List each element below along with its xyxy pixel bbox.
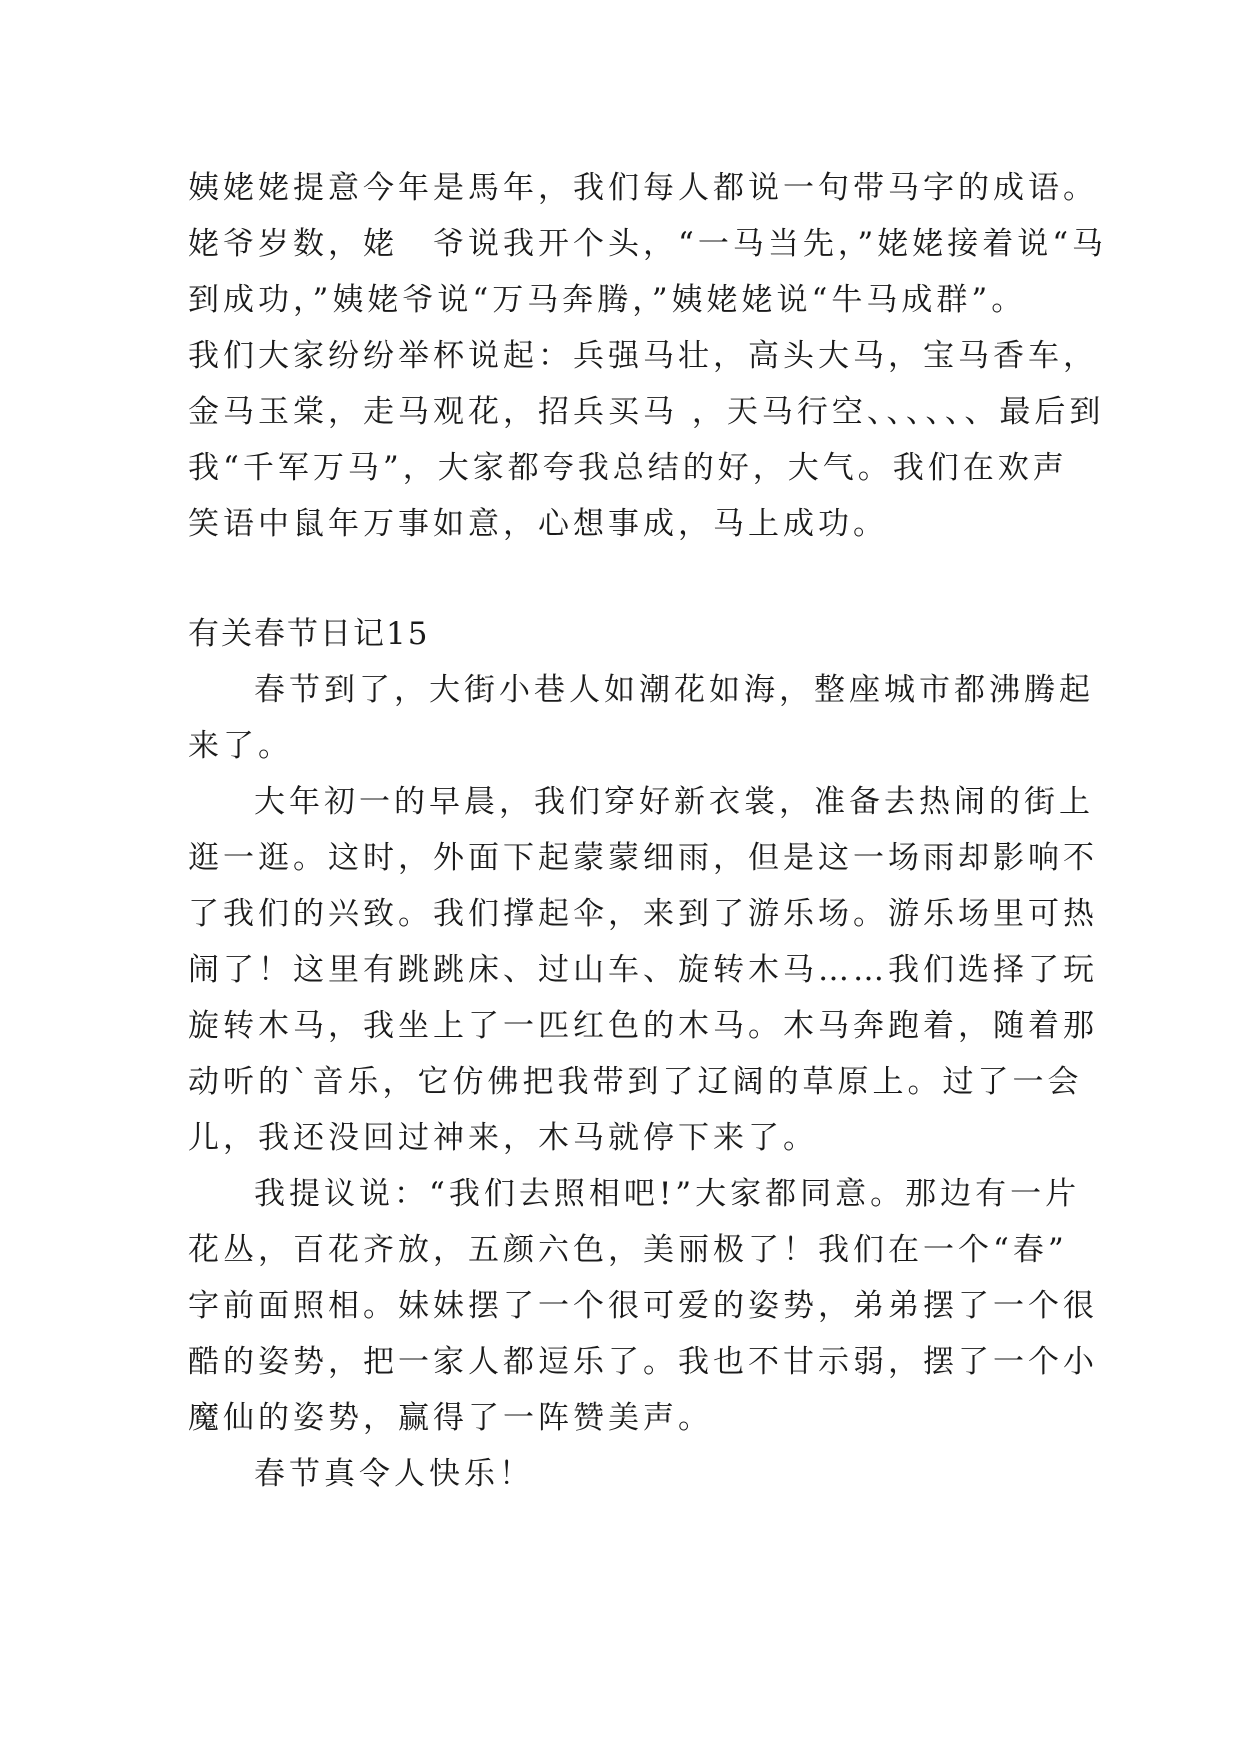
text-line: 动听的`音乐，它仿佛把我带到了辽阔的草原上。过了一会 [188, 1064, 1083, 1100]
paragraph-first-line: 我提议说：“我们去照相吧!”大家都同意。那边有一片 [254, 1176, 1081, 1212]
text-line: 到成功，”姨姥爷说“万马奔腾，”姨姥姥说“牛马成群”。 [188, 282, 1027, 318]
text-line: 我们大家纷纷举杯说起：兵强马壮，高头大马，宝马香车， [188, 338, 1098, 374]
paragraph-first-line: 春节到了，大街小巷人如潮花如海，整座城市都沸腾起 [254, 672, 1094, 708]
text-line: 姥爷岁数，姥 爷说我开个头，“一马当先，”姥姥接着说“马 [188, 226, 1108, 262]
section-title: 有关春节日记15 [188, 616, 430, 652]
text-line: 花丛，百花齐放，五颜六色，美丽极了！我们在一个“春” [188, 1232, 1068, 1268]
text-line: 来了。 [188, 728, 293, 764]
paragraph-first-line: 大年初一的早晨，我们穿好新衣裳，准备去热闹的街上 [254, 784, 1094, 820]
text-line: 金马玉棠，走马观花，招兵买马 ，天马行空、、、、、、最后到 [188, 394, 1105, 430]
text-line: 酷的姿势，把一家人都逗乐了。我也不甘示弱，摆了一个小 [188, 1344, 1098, 1380]
text-line: 我“千军万马”，大家都夸我总结的好，大气。我们在欢声 [188, 450, 1068, 486]
text-line: 了我们的兴致。我们撑起伞，来到了游乐场。游乐场里可热 [188, 896, 1098, 932]
text-line: 姨姥姥提意今年是馬年，我们每人都说一句带马字的成语。 [188, 170, 1098, 206]
text-line: 魔仙的姿势，赢得了一阵赞美声。 [188, 1400, 713, 1436]
text-line: 闹了！这里有跳跳床、过山车、旋转木马……我们选择了玩 [188, 952, 1098, 988]
text-line: 儿，我还没回过神来，木马就停下来了。 [188, 1120, 818, 1156]
text-line: 逛一逛。这时，外面下起蒙蒙细雨，但是这一场雨却影响不 [188, 840, 1098, 876]
text-line: 旋转木马，我坐上了一匹红色的木马。木马奔跑着，随着那 [188, 1008, 1098, 1044]
text-line: 笑语中鼠年万事如意，心想事成，马上成功。 [188, 506, 888, 542]
paragraph-first-line: 春节真令人快乐！ [254, 1456, 534, 1492]
text-line: 字前面照相。妹妹摆了一个很可爱的姿势，弟弟摆了一个很 [188, 1288, 1098, 1324]
